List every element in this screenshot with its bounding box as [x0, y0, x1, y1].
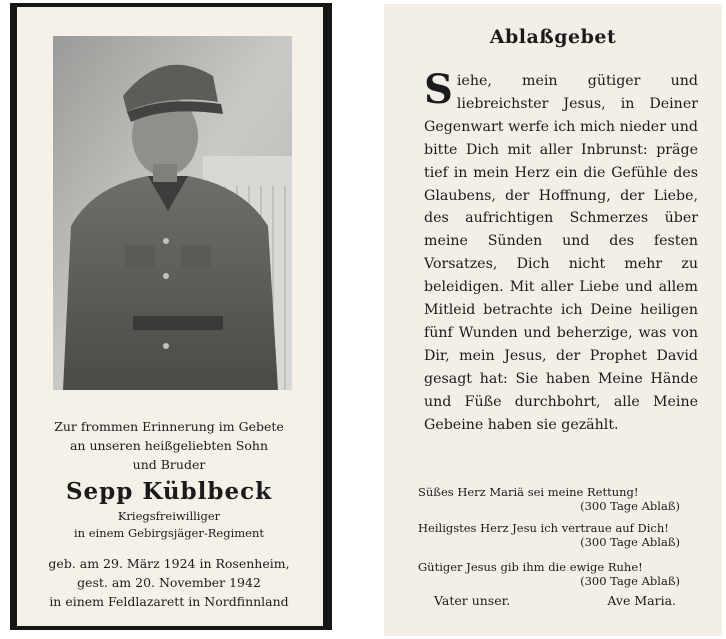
death-line: gest. am 20. November 1942 — [77, 575, 261, 590]
prayer-title: Ablaßgebet — [489, 26, 617, 48]
short-prayer-text: Gütiger Jesus gib ihm die ewige Ruhe! — [418, 560, 643, 574]
short-prayer-text: Süßes Herz Mariä sei meine Rettung! — [418, 485, 639, 499]
prayer-body: iehe, mein gütiger und liebreichster Jesus, in Deiner Gegenwart werfe ich mich nieder und bitte Dich mit aller Inbrunst: präge tief in mein Herz ein die Gefühle des Glaubens, der Hoffnung, der Liebe, des aufrichtigen Schmerzes über meine Sünden und des festen Vorsatzes, Dich nicht mehr zu beleidigen. Mit aller Liebe und allem Mitleid betrachte ich Deine heiligen fünf Wunden und beherzige, was von Dir, mein Jesus, der Prophet David gesagt hat: Sie haben Meine Hände und Füße durchbohrt, alle Meine Gebeine haben sie gezählt. — [424, 73, 698, 433]
closing-prayers — [434, 593, 676, 608]
memorial-card-front — [10, 3, 332, 630]
role-line: in einem Gebirgsjäger-Regiment — [73, 526, 264, 540]
short-prayer-text: Heiligstes Herz Jesu ich vertraue auf Dich! — [418, 521, 669, 535]
dedication-line: an unseren heißgeliebten Sohn — [69, 438, 268, 453]
dedication-text — [17, 417, 321, 474]
soldier-portrait-photo — [53, 36, 292, 390]
deceased-name: Sepp Küblbeck — [65, 478, 273, 505]
indulgence-note: (300 Tage Ablaß) — [580, 535, 680, 549]
short-prayer — [418, 485, 700, 513]
indulgence-note: (300 Tage Ablaß) — [580, 574, 680, 588]
dedication-line: und Bruder — [132, 457, 206, 472]
short-prayer — [418, 560, 700, 588]
life-dates — [17, 554, 321, 611]
role-line: Kriegsfreiwilliger — [117, 509, 221, 523]
short-prayer — [418, 521, 700, 549]
closing-hail-mary: Ave Maria. — [607, 593, 676, 608]
portrait-image — [53, 36, 292, 390]
dedication-line: Zur frommen Erinnerung im Gebete — [54, 419, 284, 434]
closing-our-father: Vater unser. — [434, 593, 511, 608]
indulgence-prayer-text — [424, 66, 698, 437]
memorial-card-back — [384, 4, 722, 636]
indulgence-note: (300 Tage Ablaß) — [580, 499, 680, 513]
death-place-line: in einem Feldlazarett in Nordfinnland — [49, 594, 289, 609]
military-role — [17, 508, 321, 542]
birth-line: geb. am 29. März 1924 in Rosenheim, — [48, 556, 290, 571]
drop-cap-letter: S — [424, 66, 453, 113]
